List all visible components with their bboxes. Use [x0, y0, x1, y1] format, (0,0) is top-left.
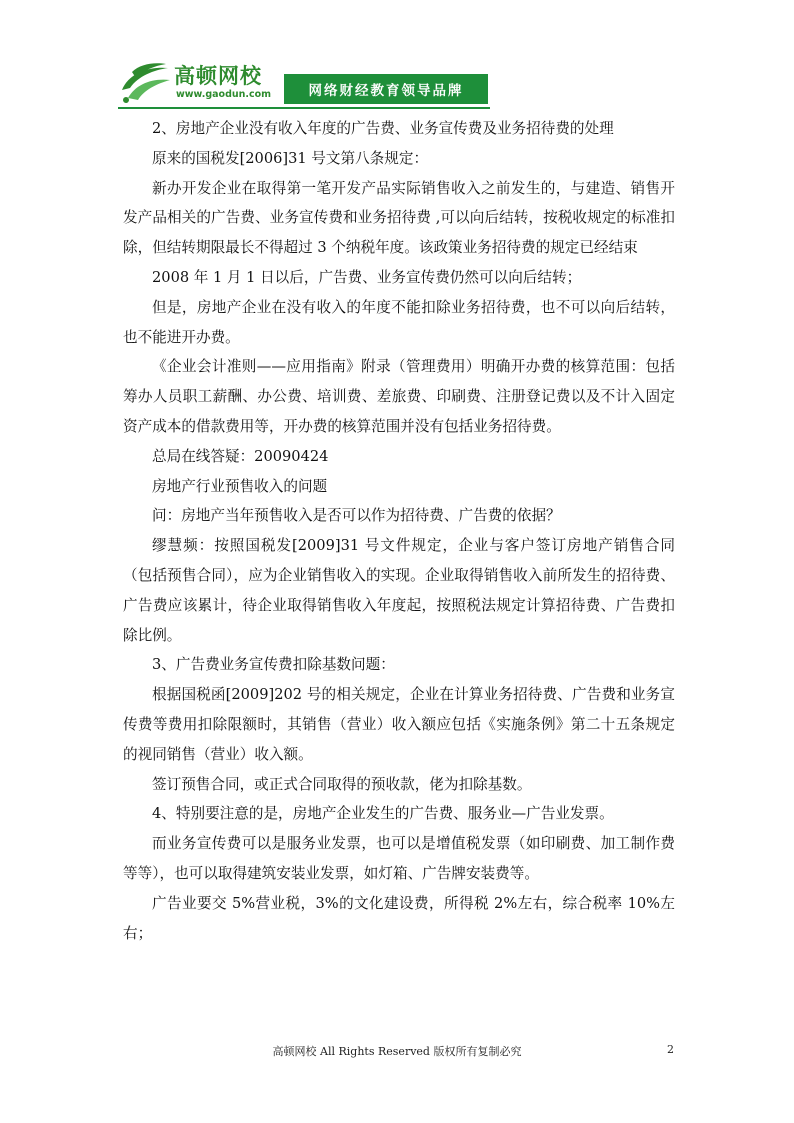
paragraph: 缪慧频：按照国税发[2009]31 号文件规定，企业与客户签订房地产销售合同（包括预售合同），应为企业销售收入的实现。企业取得销售收入前所发生的招待费、广告费应该累计，待企业取得销售收入年度起，按照税法规定计算招待费、广告费扣除比例。: [123, 537, 675, 644]
paragraph: 新办开发企业在取得第一笔开发产品实际销售收入之前发生的，与建造、销售开发产品相关的广告费、业务宣传费和业务招待费 ,可以向后结转，按税收规定的标准扣除，但结转期限最长不得超过 3 个纳税年度。该政策业务招待费的规定已经结束: [123, 179, 675, 257]
paragraph: 根据国税函[2009]202 号的相关规定，企业在计算业务招待费、广告费和业务宣传费等费用扣除限额时，其销售（营业）收入额应包括《实施条例》第二十五条规定的视同销售（营业）收入额。: [123, 686, 675, 763]
paragraph: 而业务宣传费可以是服务业发票，也可以是增值税发票（如印刷费、加工制作费等等），也可以取得建筑安装业发票，如灯箱、广告牌安装费等。: [123, 835, 675, 882]
paragraph: 2008 年 1 月 1 日以后，广告费、业务宣传费仍然可以向后结转；: [152, 268, 582, 286]
paragraph: 问：房地产当年预售收入是否可以作为招待费、广告费的依据？: [152, 507, 561, 525]
paragraph: 房地产行业预售收入的问题: [152, 477, 328, 495]
paragraph: 2、房地产企业没有收入年度的广告费、业务宣传费及业务招待费的处理: [152, 120, 614, 137]
paragraph: 3、广告费业务宣传费扣除基数问题：: [152, 656, 395, 674]
paragraph: 总局在线答疑：20090424: [152, 447, 329, 465]
page-number: 2: [667, 1043, 674, 1056]
paragraph: 《企业会计准则——应用指南》附录（管理费用）明确开办费的核算范围：包括筹办人员职工薪酬、办公费、培训费、差旅费、印刷费、注册登记费以及不计入固定资产成本的借款费用等，开办费的核算范围并没有包括业务招待费。: [123, 358, 675, 435]
paragraph: 原来的国税发[2006]31 号文第八条规定：: [152, 149, 429, 167]
header-divider: [118, 107, 490, 109]
logo-icon: [118, 60, 172, 104]
brand-slogan: 网络财经教育领导品牌: [284, 74, 488, 104]
logo-url: www.gaodun.com: [176, 89, 272, 100]
paragraph: 但是，房地产企业在没有收入的年度不能扣除业务招待费，也不可以向后结转，也不能进开办费。: [123, 298, 675, 346]
header-logo-block: [118, 58, 490, 108]
paragraph: 广告业要交 5%营业税，3%的文化建设费，所得税 2%左右，综合税率 10%左右；: [123, 894, 675, 942]
document-body: [123, 114, 675, 948]
footer-copyright: 高顿网校 All Rights Reserved 版权所有复制必究: [272, 1045, 522, 1058]
paragraph: 签订预售合同，或正式合同取得的预收款，佬为扣除基数。: [152, 775, 532, 793]
logo-text: 高顿网校: [174, 64, 262, 88]
paragraph: 4、特别要注意的是，房地产企业发生的广告费、服务业—广告业发票。: [152, 805, 614, 823]
